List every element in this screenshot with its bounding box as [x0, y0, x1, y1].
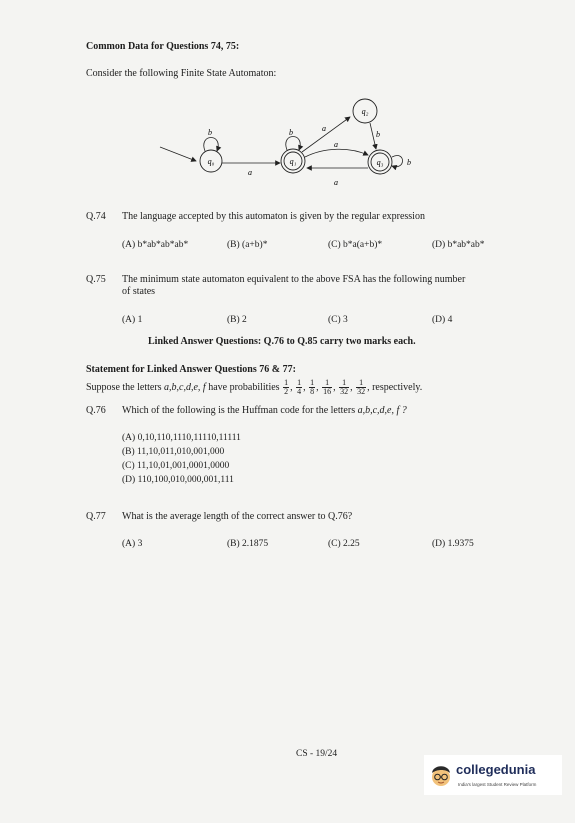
fraction-e	[339, 379, 349, 396]
q75-text-line2: of states	[122, 286, 156, 297]
state-q2-label: q₂	[361, 107, 369, 116]
label-self-q0: b	[208, 128, 212, 137]
fraction-e-den: 32	[340, 387, 349, 396]
q76-text-prefix: Which of the following is the Huffman code for the letters	[122, 405, 356, 416]
q77-option-c: (C) 2.25	[328, 539, 360, 549]
fraction-e-num: 1	[339, 379, 349, 388]
state-q2	[353, 99, 377, 123]
letters-list: a,b,c,d,e, f	[164, 381, 206, 393]
fraction-d	[322, 379, 332, 396]
q75-option-b: (B) 2	[227, 315, 247, 325]
edge-q1-q2	[302, 117, 350, 152]
q75-option-c: (C) 3	[328, 315, 348, 325]
suppose-prefix: Suppose the letters	[86, 381, 162, 393]
label-q1-q2: a	[322, 124, 326, 133]
fraction-b-num: 1	[297, 378, 302, 387]
watermark-tagline: India's largest Student Review Platform	[458, 782, 537, 787]
start-arrow	[160, 147, 196, 161]
q76-text	[122, 405, 407, 416]
q77-option-d: (D) 1.9375	[432, 539, 474, 549]
fraction-f-num: 1	[356, 379, 366, 388]
have-probabilities: have probabilities	[208, 381, 280, 393]
watermark-brand: collegedunia	[456, 762, 536, 777]
q74-text: The language accepted by this automaton is given by the regular expression	[122, 211, 425, 222]
q77-option-b: (B) 2.1875	[227, 539, 269, 549]
loop-q3	[392, 156, 403, 167]
fraction-b	[296, 379, 302, 396]
q74-number: Q.74	[86, 211, 106, 222]
label-q2-q3: b	[376, 130, 380, 139]
label-q1-q3: a	[334, 140, 338, 149]
q75-number: Q.75	[86, 274, 106, 285]
collegedunia-watermark	[424, 755, 562, 795]
q77-text: What is the average length of the correct answer to Q.76?	[122, 511, 353, 522]
q74-option-c: (C) b*a(a+b)*	[328, 240, 383, 250]
state-q0-label: q₀	[207, 157, 215, 166]
linked-heading: Linked Answer Questions: Q.76 to Q.85 carry two marks each.	[148, 336, 416, 347]
fraction-c	[309, 379, 315, 396]
statement-line: Suppose the letters a,b,c,d,e, f have probabilities $\frac{1}{2}$ , $\frac{1}{4}$ , $\frac{1}{8}$ , $\frac{1}{16}$ , $\frac{1}{32}$ , $\frac{1}{32}$ , respectively.	[86, 378, 423, 396]
loop-q1	[286, 137, 300, 151]
state-q3	[368, 150, 392, 174]
fraction-a-den: 2	[284, 387, 289, 396]
label-q3-q1: a	[334, 178, 338, 187]
loop-q0	[204, 138, 218, 152]
mascot-icon	[428, 760, 454, 790]
q75-option-d: (D) 4	[432, 315, 453, 325]
intro-text: Consider the following Finite State Automaton:	[86, 68, 277, 79]
q75-text-line1: The minimum state automaton equivalent to the above FSA has the following number	[122, 274, 466, 285]
q76-text-letters: a,b,c,d,e, f ?	[357, 405, 407, 416]
fsa-diagram	[150, 95, 420, 195]
q76-option-c: (C) 11,10,01,001,0001,0000	[122, 461, 230, 471]
fraction-d-den: 16	[323, 387, 332, 396]
fraction-c-num: 1	[310, 378, 315, 387]
fraction-c-den: 8	[310, 387, 315, 396]
state-q1-label: q₁	[289, 157, 297, 166]
q76-option-d: (D) 110,100,010,000,001,111	[122, 475, 234, 485]
fraction-f-den: 32	[357, 387, 366, 396]
fraction-b-den: 4	[297, 387, 302, 396]
respectively: , respectively.	[367, 381, 423, 393]
label-self-q3: b	[407, 158, 411, 167]
q77-option-a: (A) 3	[122, 539, 143, 549]
state-q3-label: q₃	[376, 158, 384, 167]
q74-option-d: (D) b*ab*ab*	[432, 240, 485, 250]
fraction-d-num: 1	[322, 379, 332, 388]
fraction-f	[356, 379, 366, 396]
q77-number: Q.77	[86, 511, 106, 522]
q75-option-a: (A) 1	[122, 315, 143, 325]
state-q0	[200, 150, 222, 172]
state-q1	[281, 149, 305, 173]
statement-heading: Statement for Linked Answer Questions 76 & 77:	[86, 364, 296, 375]
q76-option-b: (B) 11,10,011,010,001,000	[122, 447, 225, 457]
common-data-heading: Common Data for Questions 74, 75:	[86, 41, 240, 52]
edge-q1-q3	[305, 149, 368, 157]
fraction-a-num: 1	[284, 378, 289, 387]
label-self-q1: b	[289, 128, 293, 137]
fraction-a	[283, 379, 289, 396]
q74-option-a: (A) b*ab*ab*ab*	[122, 240, 189, 250]
page-number: CS - 19/24	[296, 749, 338, 759]
q74-option-b: (B) (a+b)*	[227, 240, 268, 250]
q76-option-a: (A) 0,10,110,1110,11110,11111	[122, 433, 241, 443]
label-q0-q1: a	[248, 168, 252, 177]
q76-number: Q.76	[86, 405, 106, 416]
